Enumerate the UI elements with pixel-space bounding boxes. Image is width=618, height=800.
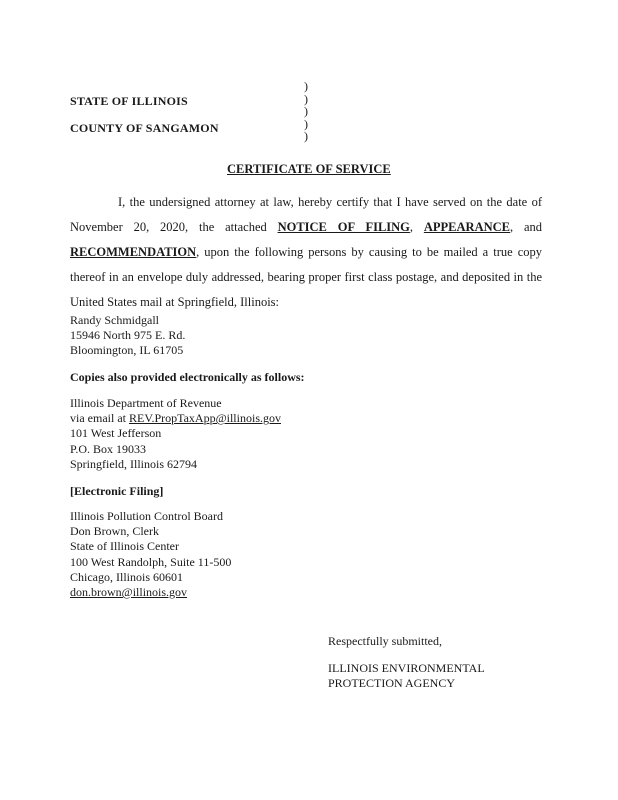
notice-of-filing-text: NOTICE OF FILING — [277, 220, 410, 234]
address-line: Bloomington, IL 61705 — [70, 343, 184, 358]
caption-state: STATE OF ILLINOIS — [70, 94, 188, 108]
address-line: State of Illinois Center — [70, 539, 179, 554]
recommendation-text: RECOMMENDATION — [70, 245, 197, 259]
pollution-board-address-block — [70, 509, 231, 600]
address-line: Chicago, Illinois 60601 — [70, 569, 183, 584]
email-link[interactable]: don.brown@illinois.gov — [70, 585, 188, 600]
closing-text: Respectfully submitted, — [328, 634, 442, 648]
recipient-address-block — [70, 313, 185, 359]
email-link[interactable]: REV.PropTaxApp@illinois.gov — [128, 411, 281, 426]
address-line: Randy Schmidgall — [70, 313, 159, 327]
signature-organization — [328, 661, 485, 691]
caption-paren: ) — [304, 129, 308, 144]
body-separator: , — [409, 220, 424, 234]
caption-parentheses — [300, 80, 312, 143]
email-prefix: via email at — [70, 411, 129, 426]
address-line: Illinois Pollution Control Board — [70, 509, 224, 523]
caption-paren: ) — [304, 116, 308, 131]
revenue-address-block — [70, 396, 281, 472]
body-separator: , and — [509, 220, 542, 234]
electronic-copies-heading: Copies also provided electronically as follows: — [70, 370, 305, 384]
body-intro: I, the undersigned attorney at law, hereby certify that I have served on the date of November 20, 2020, the attached — [70, 195, 542, 234]
address-line: 100 West Randolph, Suite 11-500 — [70, 554, 232, 569]
org-line: ILLINOIS ENVIRONMENTAL — [328, 661, 485, 675]
body-paragraph — [70, 190, 542, 315]
caption-paren: ) — [304, 104, 308, 119]
address-line: Don Brown, Clerk — [70, 524, 159, 539]
electronic-filing-heading: [Electronic Filing] — [70, 484, 164, 498]
body-rest: , upon the following persons by causing to be mailed a true copy thereof in an envelope duly addressed, bearing proper first class postage, and deposited in the United States mail at Springfield, Illinois: — [70, 245, 542, 309]
caption-paren: ) — [304, 91, 308, 106]
email-line — [70, 411, 281, 426]
address-line: P.O. Box 19033 — [70, 441, 147, 456]
caption-paren: ) — [304, 79, 308, 93]
org-line: PROTECTION AGENCY — [328, 676, 456, 691]
address-line: Illinois Department of Revenue — [70, 396, 222, 410]
address-line: 15946 North 975 E. Rd. — [70, 328, 186, 343]
address-line: 101 West Jefferson — [70, 426, 162, 441]
document-title: CERTIFICATE OF SERVICE — [227, 162, 391, 176]
appearance-text: APPEARANCE — [423, 220, 510, 234]
address-line: Springfield, Illinois 62794 — [70, 456, 197, 471]
caption-county: COUNTY OF SANGAMON — [70, 121, 219, 135]
